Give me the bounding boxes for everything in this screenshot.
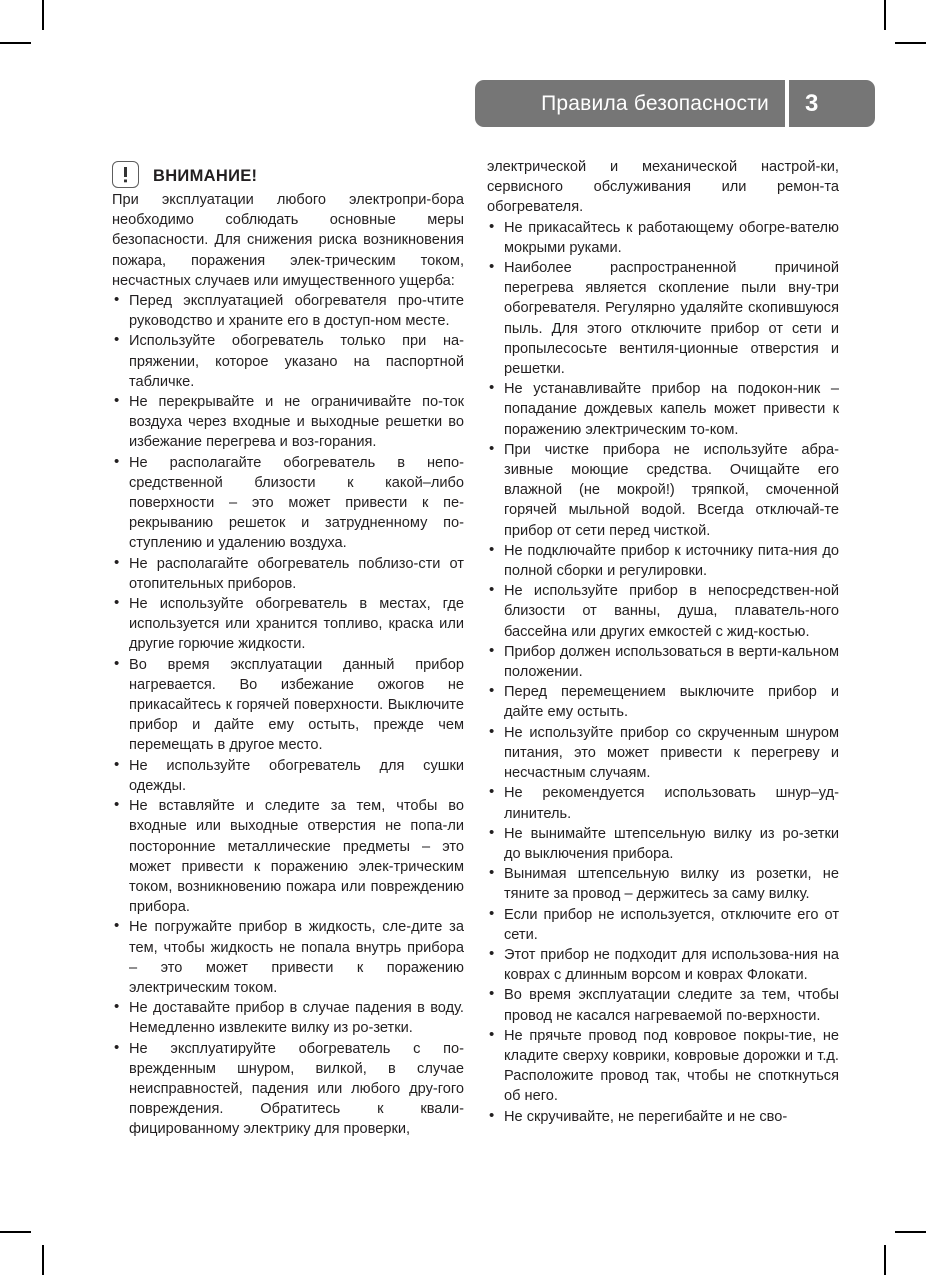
list-item: • Не эксплуатируйте обогреватель с по-врежденным шнуром, вилкой, в случае неисправностей, падения или любого дру-гого повреждения. Обратитесь к квали-фицированному электрику для проверки, [112,1039,464,1140]
crop-mark-bottom-left-vertical [42,1245,44,1275]
right-column [487,157,839,1127]
list-item: • Не рекомендуется использовать шнур–уд-линитель. [487,783,839,823]
list-item: • Не подключайте прибор к источнику пита-ния до полной сборки и регулировки. [487,541,839,581]
list-item: • Не вынимайте штепсельную вилку из ро-зетки до выключения прибора. [487,824,839,864]
list-item: • Не располагайте обогреватель поблизо-сти от отопительных приборов. [112,554,464,594]
crop-mark-bottom-right-horizontal [895,1231,926,1233]
list-item: • При чистке прибора не используйте абра-зивные моющие средства. Очищайте его влажной (не мокрой!) тряпкой, смоченной горячей мыльной водой. Всегда отключай-те прибор от сети перед чисткой. [487,440,839,541]
page-number: 3 [805,89,819,117]
list-item: • Перед перемещением выключите прибор и дайте ему остыть. [487,682,839,722]
list-item: • Не скручивайте, не перегибайте и не сво- [487,1107,839,1127]
section-title: Правила безопасности [541,91,769,115]
list-item: • Не погружайте прибор в жидкость, сле-дите за тем, чтобы жидкость не попала внутрь прибора – это может привести к поражению электрическим током. [112,917,464,998]
list-item: • Не используйте прибор в непосредствен-ной близости от ванны, душа, плаватель-ного бассейна или других емкостей с жид-костью. [487,581,839,642]
list-item: • Прибор должен использоваться в верти-кальном положении. [487,642,839,682]
body-columns [0,157,926,1227]
list-item: • Не используйте обогреватель для сушки одежды. [112,756,464,796]
warning-intro-paragraph: При эксплуатации любого электропри-бора необходимо соблюдать основные меры безопасности. Для снижения риска возникновения пожара, поражения элек-трическим током, несчастных случаев или имущественного ущерба: [112,192,464,289]
exclamation-box-icon [112,161,139,188]
left-column-bullet-list [112,291,464,1140]
running-header [475,80,875,127]
list-item: • Этот прибор не подходит для использова-ния на коврах с длинным ворсом и коврах Флокати. [487,945,839,985]
crop-mark-top-left-horizontal [0,42,31,44]
list-item: • Наиболее распространенной причиной перегрева является скопление пыли вну-три обогревателя. Регулярно удаляйте скопившуюся пыль. Для этого отключите прибор от сети и пропылесосьте вентиля-ционные отверстия и решетки. [487,258,839,379]
list-item: • Не используйте обогреватель в местах, где используется или хранится топливо, краска или другие горючие жидкости. [112,594,464,655]
list-item: • Не доставайте прибор в случае падения в воду. Немедленно извлеките вилку из ро-зетки. [112,998,464,1038]
warning-title: ВНИМАНИЕ! [153,167,258,185]
list-item: • Вынимая штепсельную вилку из розетки, не тяните за провод – держитесь за саму вилку. [487,864,839,904]
list-item: • Не перекрывайте и не ограничивайте по-ток воздуха через входные и выходные решетки во избежание перегрева и воз-горания. [112,392,464,453]
right-column-bullet-list [487,218,839,1127]
left-column [112,157,464,1140]
list-item: • Не прикасайтесь к работающему обогре-вателю мокрыми руками. [487,218,839,258]
list-item: • Во время эксплуатации данный прибор нагревается. Во избежание ожогов не прикасайтесь к горячей поверхности. Выключите прибор и дайте ему остыть, прежде чем перемещать в другое место. [112,655,464,756]
warning-heading [112,157,464,188]
list-item: • Во время эксплуатации следите за тем, чтобы провод не касался нагреваемой по-верхности. [487,985,839,1025]
list-item: • Используйте обогреватель только при на-пряжении, которое указано на паспортной табличке. [112,331,464,392]
list-item: • Не располагайте обогреватель в непо-средственной близости к какой–либо поверхности – это может привести к пе-рекрыванию решеток и затрудненному по-ступлению и удалению воздуха. [112,453,464,554]
list-item: • Перед эксплуатацией обогревателя про-чтите руководство и храните его в доступ-ном месте. [112,291,464,331]
list-item: • Не используйте прибор со скрученным шнуром питания, это может привести к перегреву и несчастным случаям. [487,723,839,784]
crop-mark-top-right-horizontal [895,42,926,44]
list-item: • Не устанавливайте прибор на подокон-ник – попадание дождевых капель может привести к поражению электрическим то-ком. [487,379,839,440]
list-item: • Если прибор не используется, отключите его от сети. [487,905,839,945]
crop-mark-bottom-left-horizontal [0,1231,31,1233]
list-item: • Не вставляйте и следите за тем, чтобы во входные или выходные отверстия не попа-ли посторонние металлические предметы – это может привести к поражению элек-трическим током, возникновению пожара или повреждению прибора. [112,796,464,917]
list-item: • Не прячьте провод под ковровое покры-тие, не кладите сверху коврики, ковровые дорожки и т.д. Расположите провод так, чтобы не споткнуться об него. [487,1026,839,1107]
continuation-paragraph: электрической и механической настрой-ки, сервисного обслуживания или ремон-та обогревателя. [487,159,839,216]
crop-mark-top-right-vertical [884,0,886,30]
crop-mark-top-left-vertical [42,0,44,30]
crop-mark-bottom-right-vertical [884,1245,886,1275]
